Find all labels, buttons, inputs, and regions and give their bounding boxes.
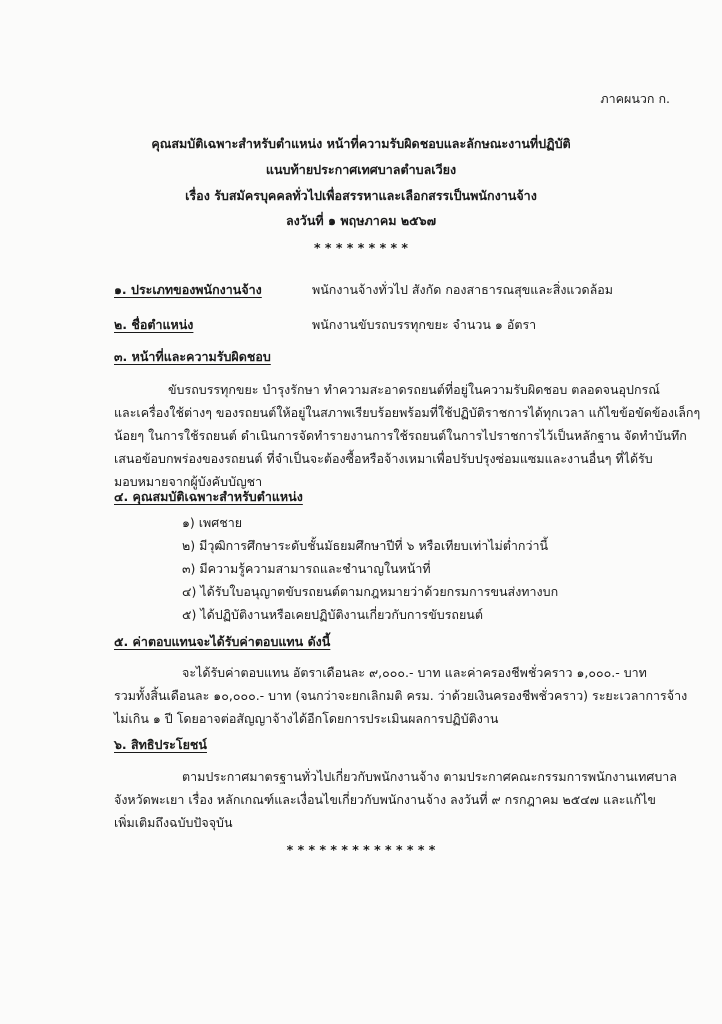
- section-2-heading: ๒. ชื่อตำแหน่ง: [114, 317, 194, 332]
- header-line-3: เรื่อง รับสมัครบุคคลทั่วไปเพื่อสรรหาและเลือกสรรเป็นพนักงานจ้าง: [185, 188, 537, 203]
- section-3-line: มอบหมายจากผู้บังคับบัญชา: [114, 474, 263, 489]
- section-6-heading: ๖. สิทธิประโยชน์: [114, 737, 207, 752]
- section-5-heading: ๕. ค่าตอบแทนจะได้รับค่าตอบแทน ดังนี้: [114, 634, 331, 649]
- header-line-1: คุณสมบัติเฉพาะสำหรับตำแหน่ง หน้าที่ความรับผิดชอบและลักษณะงานที่ปฏิบัติ: [151, 136, 571, 151]
- section-3-line: และเครื่องใช้ต่างๆ ของรถยนต์ให้อยู่ในสภาพเรียบร้อยพร้อมที่ใช้ปฏิบัติราชการได้ทุกเวลา แก้ไขข้อขัดข้องเล็กๆ: [114, 405, 701, 420]
- section-3-line: น้อยๆ ในการใช้รถยนต์ ดำเนินการจัดทำรายงานการใช้รถยนต์ในการไปราชการไว้เป็นหลักฐาน จัดทำบันทึก: [114, 428, 687, 443]
- section-6-line: ตามประกาศมาตรฐานทั่วไปเกี่ยวกับพนักงานจ้าง ตามประกาศคณะกรรมการพนักงานเทศบาล: [182, 769, 677, 784]
- section-4-item: ๒) มีวุฒิการศึกษาระดับชั้นมัธยมศึกษาปีที่ ๖ หรือเทียบเท่าไม่ต่ำกว่านี้: [182, 538, 549, 553]
- section-5-line: ไม่เกิน ๑ ปี โดยอาจต่อสัญญาจ้างได้อีกโดยการประเมินผลการปฏิบัติงาน: [114, 711, 499, 726]
- section-5-line: จะได้รับค่าตอบแทน อัตราเดือนละ ๙,๐๐๐.- บาท และค่าครองชีพชั่วคราว ๑,๐๐๐.- บาท: [182, 665, 647, 680]
- section-4-heading: ๔. คุณสมบัติเฉพาะสำหรับตำแหน่ง: [114, 489, 303, 504]
- section-3-heading: ๓. หน้าที่และความรับผิดชอบ: [114, 349, 271, 364]
- appendix-label: ภาคผนวก ก.: [600, 91, 670, 106]
- section-6-line: เพิ่มเติมถึงฉบับปัจจุบัน: [114, 815, 233, 830]
- section-4-item: ๓) มีความรู้ความสามารถและชำนาญในหน้าที่: [182, 561, 431, 576]
- header-stars: * * * * * * * * *: [314, 240, 408, 255]
- section-3-line: ขับรถบรรทุกขยะ บำรุงรักษา ทำความสะอาดรถยนต์ที่อยู่ในความรับผิดชอบ ตลอดจนอุปกรณ์: [168, 382, 660, 397]
- footer-stars: * * * * * * * * * * * * * *: [286, 842, 436, 857]
- header-line-4: ลงวันที่ ๑ พฤษภาคม ๒๕๖๗: [285, 213, 437, 228]
- section-6-line: จังหวัดพะเยา เรื่อง หลักเกณฑ์และเงื่อนไขเกี่ยวกับพนักงานจ้าง ลงวันที่ ๙ กรกฎาคม ๒๕๔๗ และแก้ไข: [114, 792, 656, 807]
- section-1-value: พนักงานจ้างทั่วไป สังกัด กองสาธารณสุขและสิ่งแวดล้อม: [312, 282, 614, 297]
- section-4-item: ๑) เพศชาย: [182, 515, 243, 530]
- section-5-line: รวมทั้งสิ้นเดือนละ ๑๐,๐๐๐.- บาท (จนกว่าจะยกเลิกมติ ครม. ว่าด้วยเงินครองชีพชั่วคราว) ระยะเวลาการจ้าง: [114, 688, 688, 703]
- section-3-line: เสนอข้อบกพร่องของรถยนต์ ที่จำเป็นจะต้องซื้อหรือจ้างเหมาเพื่อปรับปรุงซ่อมแซมและงานอื่นๆ ที่ได้รับ: [114, 451, 653, 466]
- section-4-item: ๕) ได้ปฏิบัติงานหรือเคยปฏิบัติงานเกี่ยวกับการขับรถยนต์: [182, 607, 483, 622]
- section-4-item: ๔) ได้รับใบอนุญาตขับรถยนต์ตามกฎหมายว่าด้วยกรมการขนส่งทางบก: [182, 584, 559, 599]
- section-1-heading: ๑. ประเภทของพนักงานจ้าง: [114, 282, 262, 297]
- section-2-value: พนักงานขับรถบรรทุกขยะ จำนวน ๑ อัตรา: [312, 317, 537, 332]
- header-line-2: แนบท้ายประกาศเทศบาลตำบลเวียง: [265, 162, 457, 177]
